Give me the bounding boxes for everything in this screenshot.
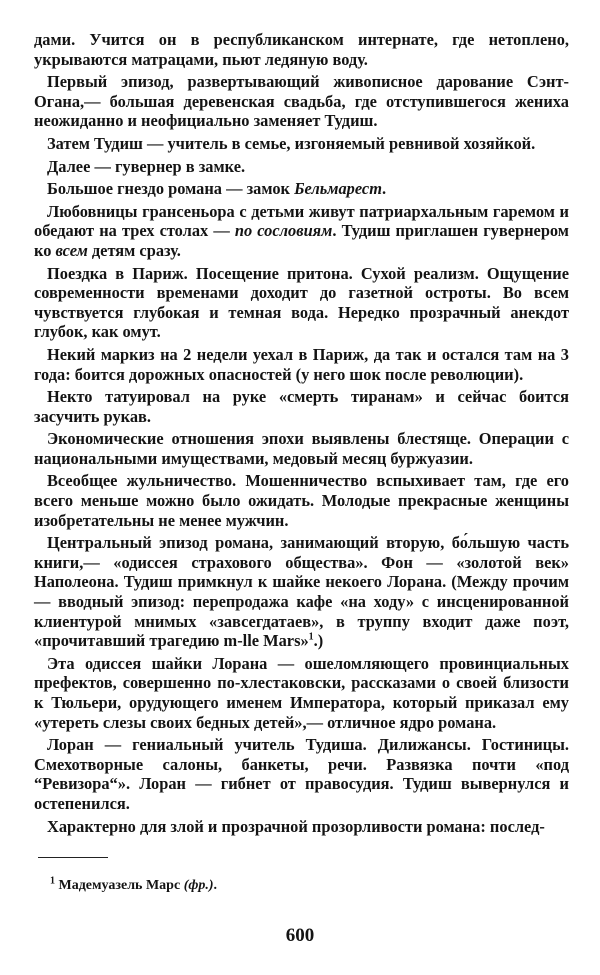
paragraph-9: Некто татуировал на руке «смерть тиранам» и сейчас боится засучить рукав. [34, 387, 569, 426]
paragraph-14: Лоран — гениальный учитель Тудиша. Дилижансы. Гостиницы. Смехотворные салоны, банкеты, речи. Развязка почти «под “Ревизора“». Лоран — гибнет от правосудия. Тудиш вывернулся и остепенился. [34, 735, 569, 813]
paragraph-15: Характерно для злой и прозрачной прозорливости романа: послед- [47, 816, 545, 836]
paragraph-5: Большое гнездо романа — замок Бельмарест. [47, 179, 387, 199]
page-number: 600 [285, 925, 315, 946]
paragraph-3: Затем Тудиш — учитель в семье, изгоняемый ревнивой хозяйкой. [47, 133, 536, 153]
paragraph-8: Некий маркиз на 2 недели уехал в Париж, да так и остался там на 3 года: боится дорожных опасностей (у него шок после революции). [34, 344, 569, 384]
document-body [34, 30, 569, 839]
paragraph-11: Всеобщее жульничество. Мошенничество вспыхивает там, где его всего меньше можно было ожидать. Молодые прекрасные женщины изобретательны не менее мужчин. [34, 471, 569, 530]
footnote: $^1$ Мадемуазель Марс (фр.). [50, 875, 218, 893]
footnote-language-note: (фр.) [183, 878, 214, 893]
footnote-divider [38, 857, 108, 858]
italic-by-estates: по сословиям [234, 221, 333, 241]
footnote-reference: 1 [308, 631, 314, 643]
italic-castle-name: Бельмарест [294, 179, 382, 199]
paragraph-4: Далее — гувернер в замке. [47, 156, 246, 176]
footnote-text: Мадемуазель Марс [58, 878, 184, 893]
paragraph-6: Любовницы грансеньора с детьми живут патриархальным гаремом и обедают на трех столах — по сословиям. Тудиш приглашен гувернером ко всем детям сразу. [34, 201, 569, 260]
paragraph-1: дами. Учится он в республиканском интернате, где нетоплено, укрываются матрацами, пьют ледяную воду. [34, 30, 569, 69]
paragraph-13: Эта одиссея шайки Лорана — ошеломляющего провинциальных префектов, совершенно по-хлестаковски, рассказами о своей близости к Тюльери, орудующего именем Императора, который приказал ему «утереть слезы своих бедных детей»,— отличное ядро романа. [34, 653, 569, 732]
footnote-marker: 1 [50, 875, 55, 887]
paragraph-10: Экономические отношения эпохи выявлены блестяще. Операции с национальными имуществами, медовый месяц буржуазии. [34, 429, 569, 468]
paragraph-2: Первый эпизод, развертывающий живописное дарование Сэнт-Огана,— большая деревенская свадьба, где отступившегося жениха неожиданно и неофициально заменяет Тудиш. [34, 72, 569, 131]
italic-all: всем [55, 240, 88, 260]
paragraph-7: Поездка в Париж. Посещение притона. Сухой реализм. Ощущение современности временами доходит до газетной остроты. Во всем чувствуется глубокая и темная вода. Нередко прозрачный анекдот глубок, как омут. [34, 263, 569, 342]
paragraph-12: Центральный эпизод романа, занимающий вторую, бо́льшую часть книги,— «одиссея страхового общества». Фон — «золотой век» Наполеона. Тудиш примкнул к шайке некоего Лорана. (Между прочим — вводный эпизод: перепродажа кафе «на ходу» с инсценированной клиентурой мнимых «завсегдатаев», в труппу входит даже поэт, «прочитавший трагедию m-lle Mars»$^1$.) [34, 533, 569, 651]
